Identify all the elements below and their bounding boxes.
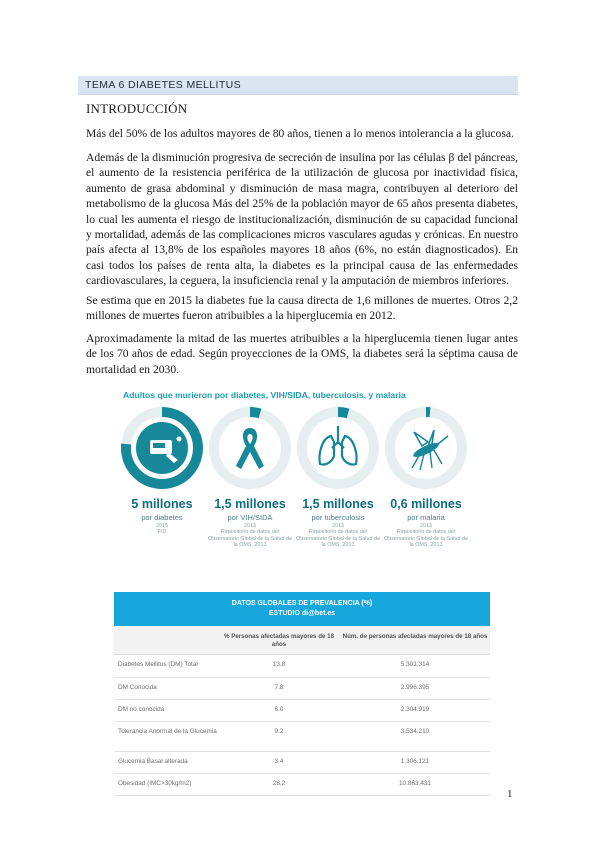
lungs-icon bbox=[296, 406, 380, 490]
topic-title: TEMA 6 DIABETES MELLITUS bbox=[85, 79, 242, 91]
infographic-value: 1,5 millones bbox=[214, 497, 286, 511]
infographic-value: 5 millones bbox=[131, 497, 193, 511]
topic-header-bar bbox=[78, 76, 518, 95]
table-column-headers bbox=[114, 626, 490, 655]
infographic-label: por tuberculosis bbox=[311, 513, 365, 522]
paragraph-2: Además de la disminución progresiva de secreción de insulina por las células β del páncreas, el aumento de la resistencia periférica de la utilización de glucosa por inactividad física, aumento de grasa abdominal y disminución de masa magra, contribuyen al deterioro del metabolismo de la glucosa Más del 25% de la población mayor de 65 años presenta diabetes, lo cual les aumenta el riesgo de institucionalización, disminución de su capacidad funcional y mortalidad, además de las complicaciones micros vasculares agudas y crónicas. En nuestro país afecta al 13,8% de los españoles mayores 18 años (6%, no están diagnosticados). En casi todos los países de renta alta, la diabetes es la principal causa de las enfermedades cardiovasculares, la ceguera, la insuficiencia renal y la amputación de miembros inferiores. bbox=[86, 151, 518, 288]
column-header-percent: % Personas afectadas mayores de 18 años bbox=[223, 633, 335, 648]
paragraph-4: Aproximadamente la mitad de las muertes atribuibles a la hiperglucemia tienen lugar antes de los 70 años de edad. Según proyecciones de la OMS, la diabetes será la séptima causa de mortalidad en 2030. bbox=[86, 332, 518, 376]
table-row: DM no conocida 6.0 2.304.919 bbox=[114, 700, 490, 722]
infographic-item-malaria bbox=[382, 406, 470, 550]
table-row: Tolerancia Anormal de la Glucemia 9.2 3.534.210 bbox=[114, 722, 490, 752]
infographic-item-diabetes bbox=[118, 406, 206, 550]
mosquito-icon bbox=[384, 406, 468, 490]
table-subtitle: ESTUDIO di@bet.es bbox=[268, 610, 336, 617]
column-header-count: Núm. de personas afectadas mayores de 18 años bbox=[342, 633, 488, 640]
infographic-value: 1,5 millones bbox=[302, 497, 374, 511]
infographic-item-tuberculosis bbox=[294, 406, 382, 550]
infographic-source: 2013 Repositorio de datos del Observatorio Global de la Salud de la OMS, 2013 bbox=[384, 523, 468, 548]
glucose-meter-icon bbox=[120, 406, 204, 490]
table-title: DATOS GLOBALES DE PREVALENCIA (%) bbox=[231, 600, 373, 607]
infographic-title: Adultos que murieron por diabetes, VIH/SIDA, tuberculosis, y malaria bbox=[123, 390, 406, 400]
paragraph-1: Más del 50% de los adultos mayores de 80 años, tienen a lo menos intolerancia a la glucosa. bbox=[86, 127, 514, 140]
infographic-value: 0,6 millones bbox=[390, 497, 462, 511]
infographic-label: por VIH/SIDA bbox=[227, 513, 273, 522]
infographic-label: por malaria bbox=[407, 513, 445, 522]
infographic-source: 2013 Repositorio de datos del Observatorio Global de la Salud de la OMS, 2013 bbox=[208, 523, 292, 548]
infographic-label: por diabetes bbox=[141, 513, 183, 522]
prevalence-table bbox=[114, 592, 490, 796]
ribbon-icon bbox=[208, 406, 292, 490]
table-header bbox=[114, 592, 490, 626]
infographic-source: 2015 FID bbox=[156, 523, 168, 536]
table-row: DM Conocida 7.8 2.996.395 bbox=[114, 678, 490, 700]
infographic-item-vih bbox=[206, 406, 294, 550]
page-number: 1 bbox=[507, 788, 513, 800]
table-row: Obesidad (IMC>30kg/m2) 28.2 10.863.431 bbox=[114, 774, 490, 796]
paragraph-3: Se estima que en 2015 la diabetes fue la causa directa de 1,6 millones de muertes. Otros 2,2 millones de muertes fueron atribuibles a la hiperglucemia en 2012. bbox=[86, 294, 518, 323]
infographic-source: 2013 Repositorio de datos del Observatorio Global de la Salud de la OMS, 2013 bbox=[296, 523, 380, 548]
section-heading: INTRODUCCIÓN bbox=[86, 101, 188, 116]
table-row: Diabetes Mellitus (DM) Total 13.8 5.301.314 bbox=[114, 655, 490, 678]
mortality-infographic bbox=[118, 390, 470, 550]
table-row: Glucemia Basal alterada 3.4 1.306.121 bbox=[114, 752, 490, 774]
